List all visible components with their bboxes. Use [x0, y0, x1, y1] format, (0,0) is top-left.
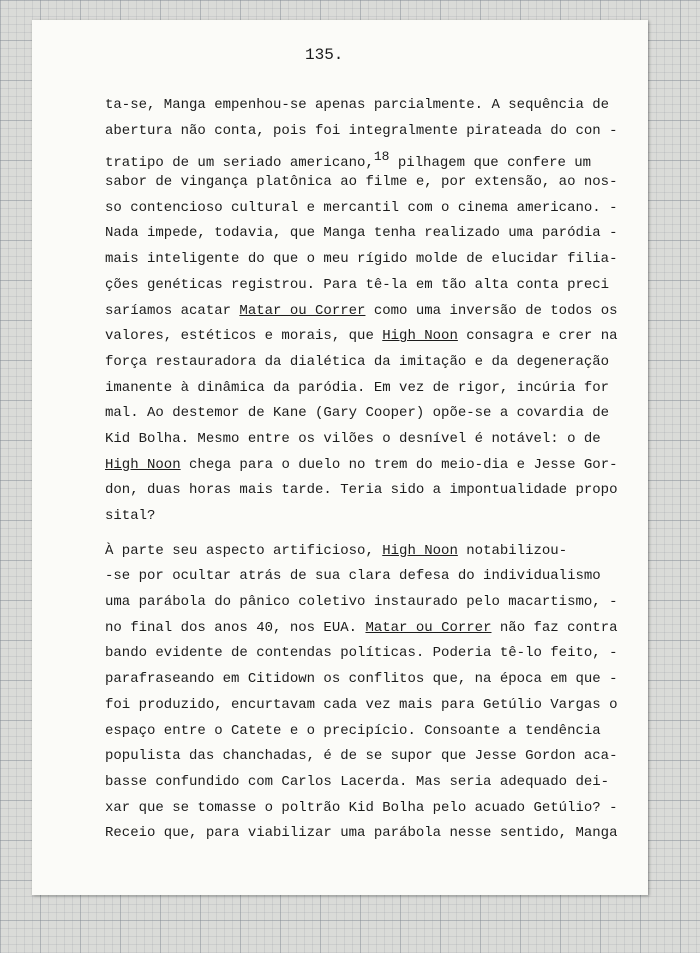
footnote-marker: 18 — [373, 149, 390, 165]
text-line — [105, 504, 620, 530]
text-segment: -se por ocultar atrás de sua clara defesa do individualismo — [105, 568, 601, 585]
text-segment: notabilizou- — [457, 542, 568, 559]
body-text — [105, 93, 620, 847]
text-segment: valores, estéticos e morais, que — [105, 328, 383, 345]
film-title: Matar ou Correr — [239, 302, 366, 319]
text-segment: chega para o duelo no trem do meio-dia e Jesse Gor- — [180, 456, 618, 473]
text-segment: Nada impede, todavia, que Manga tenha realizado uma paródia - — [105, 225, 618, 242]
text-segment: mais inteligente do que o meu rígido molde de elucidar filia- — [105, 251, 618, 268]
text-segment: imanente à dinâmica da paródia. Em vez de rigor, incúria for — [105, 379, 610, 396]
text-segment: tratipo de um seriado americano, — [105, 155, 374, 172]
text-segment: consagra e crer na — [457, 328, 618, 345]
text-line — [105, 401, 620, 427]
film-title: High Noon — [382, 328, 458, 345]
text-line — [105, 376, 620, 402]
text-segment: so contencioso cultural e mercantil com o cinema americano. - — [105, 199, 618, 216]
text-line — [105, 478, 620, 504]
text-line — [105, 564, 620, 590]
film-title: High Noon — [105, 456, 181, 473]
text-line — [105, 719, 620, 745]
text-segment: Kid Bolha. Mesmo entre os vilões o desnível é notável: o de — [105, 430, 601, 447]
text-line — [105, 93, 620, 119]
text-line — [105, 144, 620, 170]
text-line — [105, 770, 620, 796]
text-line — [105, 221, 620, 247]
text-line — [105, 744, 620, 770]
text-line — [105, 119, 620, 145]
text-segment: pilhagem que confere um — [389, 155, 592, 172]
text-segment: espaço entre o Catete e o precipício. Consoante a tendência — [105, 722, 601, 739]
text-line — [105, 641, 620, 667]
text-segment: força restauradora da dialética da imitação e da degeneração — [105, 353, 610, 370]
text-line — [105, 170, 620, 196]
text-segment: uma parábola do pânico coletivo instaurado pelo macartismo, - — [105, 594, 618, 611]
text-line — [105, 590, 620, 616]
text-segment: ções genéticas registrou. Para tê-la em tão alta conta preci — [105, 276, 610, 293]
text-segment: xar que se tomasse o poltrão Kid Bolha pelo acuado Getúlio? - — [105, 799, 618, 816]
text-line — [105, 667, 620, 693]
text-segment: parafraseando em Citidown os conflitos que, na época em que - — [105, 671, 618, 688]
film-title: High Noon — [382, 542, 458, 559]
text-segment: foi produzido, encurtavam cada vez mais para Getúlio Vargas o — [105, 696, 618, 713]
text-segment: Receio que, para viabilizar uma parábola nesse sentido, Manga — [105, 825, 618, 842]
typewritten-page — [32, 20, 648, 895]
text-line — [105, 273, 620, 299]
text-segment: don, duas horas mais tarde. Teria sido a impontualidade propo — [105, 482, 618, 499]
text-line — [105, 324, 620, 350]
text-line — [105, 539, 620, 565]
text-segment: À parte seu aspecto artificioso, — [105, 542, 383, 559]
text-line — [105, 247, 620, 273]
text-segment: populista das chanchadas, é de se supor que Jesse Gordon aca- — [105, 748, 618, 765]
text-segment: basse confundido com Carlos Lacerda. Mas seria adequado dei- — [105, 773, 610, 790]
paragraph-2 — [105, 539, 620, 847]
film-title: Matar ou Correr — [365, 619, 492, 636]
text-segment: sabor de vingança platônica ao filme e, por extensão, ao nos- — [105, 174, 618, 191]
text-line — [105, 427, 620, 453]
paragraph-1 — [105, 93, 620, 530]
text-line — [105, 693, 620, 719]
binding-holes — [0, 0, 30, 953]
text-segment: no final dos anos 40, nos EUA. — [105, 619, 366, 636]
text-segment: abertura não conta, pois foi integralmente pirateada do con - — [105, 122, 618, 139]
text-line — [105, 196, 620, 222]
text-segment: sital? — [105, 508, 156, 524]
text-line — [105, 350, 620, 376]
text-segment: ta-se, Manga empenhou-se apenas parcialmente. A sequência de — [105, 97, 610, 113]
text-line — [105, 616, 620, 642]
text-line — [105, 453, 620, 479]
text-segment: como uma inversão de todos os — [365, 302, 618, 319]
page-number: 135. — [305, 46, 344, 64]
text-segment: não faz contra — [491, 619, 618, 636]
text-line — [105, 796, 620, 822]
text-segment: saríamos acatar — [105, 302, 240, 319]
text-line — [105, 299, 620, 325]
text-segment: bando evidente de contendas políticas. Poderia tê-lo feito, - — [105, 645, 618, 662]
text-segment: mal. Ao destemor de Kane (Gary Cooper) opõe-se a covardia de — [105, 405, 610, 422]
text-line — [105, 821, 620, 847]
